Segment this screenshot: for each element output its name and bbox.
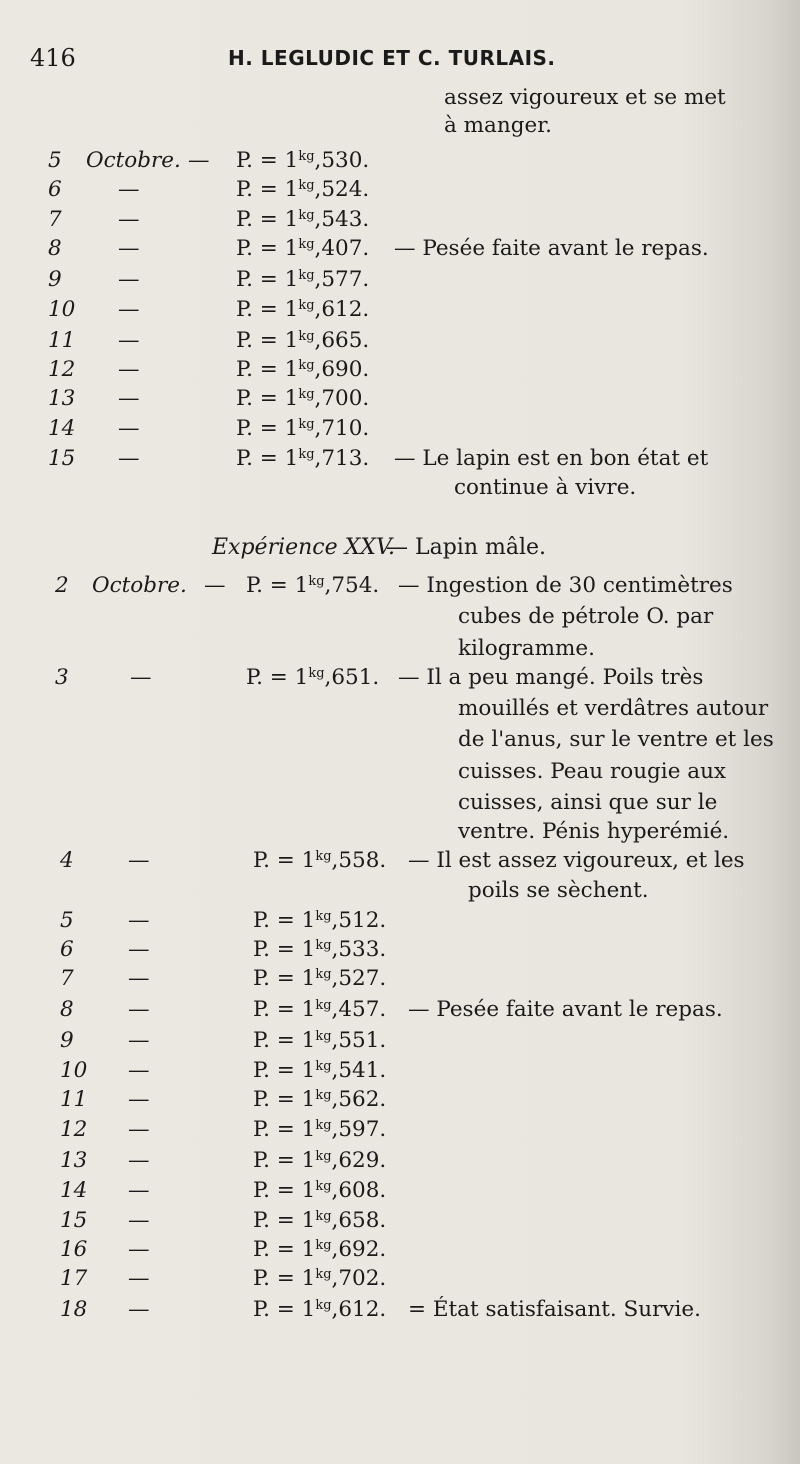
unit-kg: kg: [298, 387, 315, 402]
entry-note: — Il a peu mangé. Poils très: [398, 665, 704, 690]
entry-dash: —: [204, 573, 226, 598]
entry-note-continuation: cubes de pétrole O. par: [458, 604, 714, 629]
entry-day: 11: [48, 328, 76, 353]
entry-weight: P. = $1^{kg},527$.: [253, 966, 387, 991]
entry-weight: P. = $1^{kg},512$.: [253, 908, 387, 933]
log-entry: [0, 354, 800, 386]
unit-kg: kg: [315, 1209, 332, 1224]
entry-day: 16: [60, 1237, 88, 1262]
log-entry: [0, 264, 800, 296]
log-entry: [0, 443, 800, 475]
log-entry: [0, 1055, 800, 1087]
entry-weight: P. = $1^{kg},577$.: [236, 267, 370, 292]
unit-kg: kg: [308, 574, 325, 589]
unit-kg: kg: [315, 909, 332, 924]
running-head: H. LEGLUDIC ET C. TURLAIS.: [228, 46, 556, 70]
log-entry: [0, 1234, 800, 1266]
unit-kg: kg: [315, 1298, 332, 1313]
entry-weight: P. = $1^{kg},543$.: [236, 207, 370, 232]
intro-line-2: à manger.: [444, 113, 552, 138]
entry-note-continuation: poils se sèchent.: [468, 878, 649, 903]
log-entry: [0, 845, 800, 877]
log-entry: [0, 1084, 800, 1116]
entry-dash: —: [128, 1058, 150, 1083]
entry-month: Octobre.: [86, 148, 181, 173]
exp24-tail: continue à vivre.: [454, 475, 637, 500]
entry-dash: —: [118, 386, 140, 411]
entry-dash: —: [188, 148, 210, 173]
entry-weight: P. = $1^{kg},562$.: [253, 1087, 387, 1112]
entry-weight: P. = $1^{kg},530$.: [236, 148, 370, 173]
entry-day: 10: [48, 297, 76, 322]
unit-kg: kg: [298, 358, 315, 373]
entry-weight: P. = $1^{kg},629$.: [253, 1148, 387, 1173]
unit-kg: kg: [298, 149, 315, 164]
unit-kg: kg: [315, 938, 332, 953]
entry-weight: P. = $1^{kg},524$.: [236, 177, 370, 202]
entry-note: — Le lapin est en bon état et: [394, 446, 709, 471]
entry-weight: P. = $1^{kg},702$.: [253, 1266, 387, 1291]
unit-kg: kg: [298, 178, 315, 193]
log-entry: [0, 174, 800, 206]
entry-note: — Ingestion de 30 centimètres: [398, 573, 733, 598]
unit-kg: kg: [315, 998, 332, 1013]
entry-day: 5: [60, 908, 74, 933]
entry-day: 5: [48, 148, 62, 173]
entry-dash: —: [128, 1178, 150, 1203]
entry-dash: —: [118, 177, 140, 202]
log-entry: [0, 383, 800, 415]
entry-weight: P. = $1^{kg},558$.: [253, 848, 387, 873]
entry-note: = État satisfaisant. Survie.: [408, 1297, 701, 1322]
log-entry: [0, 905, 800, 937]
text-line: [0, 472, 800, 504]
log-entry: [0, 1145, 800, 1177]
log-entry: [0, 145, 800, 177]
experience-label: Expérience XXV.: [212, 535, 396, 560]
entry-dash: —: [118, 267, 140, 292]
page-number: 416: [30, 44, 76, 72]
entry-dash: —: [128, 997, 150, 1022]
entry-weight: P. = $1^{kg},407$.: [236, 236, 370, 261]
entry-month: Octobre.: [92, 573, 187, 598]
unit-kg: kg: [298, 417, 315, 432]
entry-day: 14: [48, 416, 76, 441]
log-entry: [0, 204, 800, 236]
entry-weight: P. = $1^{kg},597$.: [253, 1117, 387, 1142]
entry-weight: P. = $1^{kg},551$.: [253, 1028, 387, 1053]
entry-weight: P. = $1^{kg},608$.: [253, 1178, 387, 1203]
unit-kg: kg: [298, 329, 315, 344]
entry-dash: —: [128, 1266, 150, 1291]
entry-dash: —: [128, 1237, 150, 1262]
entry-weight: P. = $1^{kg},658$.: [253, 1208, 387, 1233]
entry-day: 13: [48, 386, 76, 411]
text-line: [0, 875, 800, 907]
entry-day: 15: [60, 1208, 88, 1233]
entry-day: 4: [60, 848, 74, 873]
log-entry: [0, 662, 800, 694]
entry-weight: P. = $1^{kg},692$.: [253, 1237, 387, 1262]
entry-weight: P. = $1^{kg},541$.: [253, 1058, 387, 1083]
entry-weight: P. = $1^{kg},690$.: [236, 357, 370, 382]
entry-day: 11: [60, 1087, 88, 1112]
entry-note-continuation: kilogramme.: [458, 636, 595, 661]
text-line: [0, 601, 800, 633]
log-entry: [0, 233, 800, 265]
entry-dash: —: [130, 665, 152, 690]
text-line: [0, 756, 800, 788]
entry-dash: —: [128, 1028, 150, 1053]
entry-day: 2: [55, 573, 69, 598]
entry-dash: —: [128, 1087, 150, 1112]
entry-note: — Il est assez vigoureux, et les: [408, 848, 745, 873]
unit-kg: kg: [308, 666, 325, 681]
entry-dash: —: [118, 416, 140, 441]
unit-kg: kg: [298, 447, 315, 462]
unit-kg: kg: [315, 1059, 332, 1074]
entry-note-continuation: cuisses, ainsi que sur le: [458, 790, 718, 815]
entry-note: — Pesée faite avant le repas.: [394, 236, 709, 261]
entry-day: 6: [60, 937, 74, 962]
log-entry: [0, 1175, 800, 1207]
unit-kg: kg: [298, 268, 315, 283]
entry-dash: —: [128, 1208, 150, 1233]
log-entry: [0, 570, 800, 602]
entry-day: 13: [60, 1148, 88, 1173]
entry-dash: —: [118, 446, 140, 471]
unit-kg: kg: [315, 1149, 332, 1164]
experience-subject: — Lapin mâle.: [386, 535, 547, 560]
intro-line-1: assez vigoureux et se met: [444, 85, 726, 110]
unit-kg: kg: [315, 1267, 332, 1282]
text-line: [0, 633, 800, 665]
unit-kg: kg: [315, 849, 332, 864]
entry-note-continuation: ventre. Pénis hyperémié.: [458, 819, 730, 844]
unit-kg: kg: [315, 1088, 332, 1103]
log-entry: [0, 413, 800, 445]
entry-weight: P. = $1^{kg},700$.: [236, 386, 370, 411]
text-line: [0, 787, 800, 819]
entry-note-continuation: cuisses. Peau rougie aux: [458, 759, 727, 784]
entry-dash: —: [118, 297, 140, 322]
unit-kg: kg: [315, 967, 332, 982]
entry-weight: P. = $1^{kg},665$.: [236, 328, 370, 353]
entry-dash: —: [128, 966, 150, 991]
entry-day: 3: [55, 665, 69, 690]
entry-weight: P. = $1^{kg},710$.: [236, 416, 370, 441]
entry-day: 12: [60, 1117, 88, 1142]
unit-kg: kg: [298, 237, 315, 252]
entry-day: 7: [60, 966, 74, 991]
entry-note-continuation: de l'anus, sur le ventre et les: [458, 727, 774, 752]
entry-day: 6: [48, 177, 62, 202]
entry-dash: —: [128, 937, 150, 962]
unit-kg: kg: [298, 298, 315, 313]
log-entry: [0, 934, 800, 966]
entry-dash: —: [118, 207, 140, 232]
entry-dash: —: [118, 357, 140, 382]
log-entry: [0, 1294, 800, 1326]
log-entry: [0, 1263, 800, 1295]
log-entry: [0, 1025, 800, 1057]
entry-note: — Pesée faite avant le repas.: [408, 997, 723, 1022]
log-entry: [0, 963, 800, 995]
entry-weight: P. = $1^{kg},612$.: [253, 1297, 387, 1322]
entry-dash: —: [128, 848, 150, 873]
unit-kg: kg: [315, 1118, 332, 1133]
unit-kg: kg: [315, 1029, 332, 1044]
entry-day: 18: [60, 1297, 88, 1322]
entry-dash: —: [128, 908, 150, 933]
entry-day: 14: [60, 1178, 88, 1203]
unit-kg: kg: [315, 1179, 332, 1194]
text-line: [0, 724, 800, 756]
entry-weight: P. = $1^{kg},533$.: [253, 937, 387, 962]
entry-note-continuation: mouillés et verdâtres autour: [458, 696, 769, 721]
log-entry: [0, 1114, 800, 1146]
entry-day: 9: [48, 267, 62, 292]
entry-day: 10: [60, 1058, 88, 1083]
log-entry: [0, 294, 800, 326]
entry-weight: P. = $1^{kg},457$.: [253, 997, 387, 1022]
entry-weight: P. = $1^{kg},612$.: [236, 297, 370, 322]
entry-weight: P. = $1^{kg},754$.: [246, 573, 380, 598]
page-header: [0, 40, 800, 80]
log-entry: [0, 1205, 800, 1237]
entry-day: 15: [48, 446, 76, 471]
entry-day: 17: [60, 1266, 88, 1291]
entry-dash: —: [128, 1297, 150, 1322]
log-entry: [0, 325, 800, 357]
entry-weight: P. = $1^{kg},651$.: [246, 665, 380, 690]
entry-dash: —: [128, 1148, 150, 1173]
unit-kg: kg: [315, 1238, 332, 1253]
text-line: [0, 693, 800, 725]
text-line: [0, 816, 800, 848]
entry-dash: —: [118, 236, 140, 261]
text-line: [0, 110, 800, 142]
entry-day: 8: [60, 997, 74, 1022]
entry-weight: P. = $1^{kg},713$.: [236, 446, 370, 471]
log-entry: [0, 994, 800, 1026]
entry-day: 8: [48, 236, 62, 261]
entry-day: 7: [48, 207, 62, 232]
unit-kg: kg: [298, 208, 315, 223]
entry-dash: —: [118, 328, 140, 353]
entry-dash: —: [128, 1117, 150, 1142]
entry-day: 12: [48, 357, 76, 382]
entry-day: 9: [60, 1028, 74, 1053]
